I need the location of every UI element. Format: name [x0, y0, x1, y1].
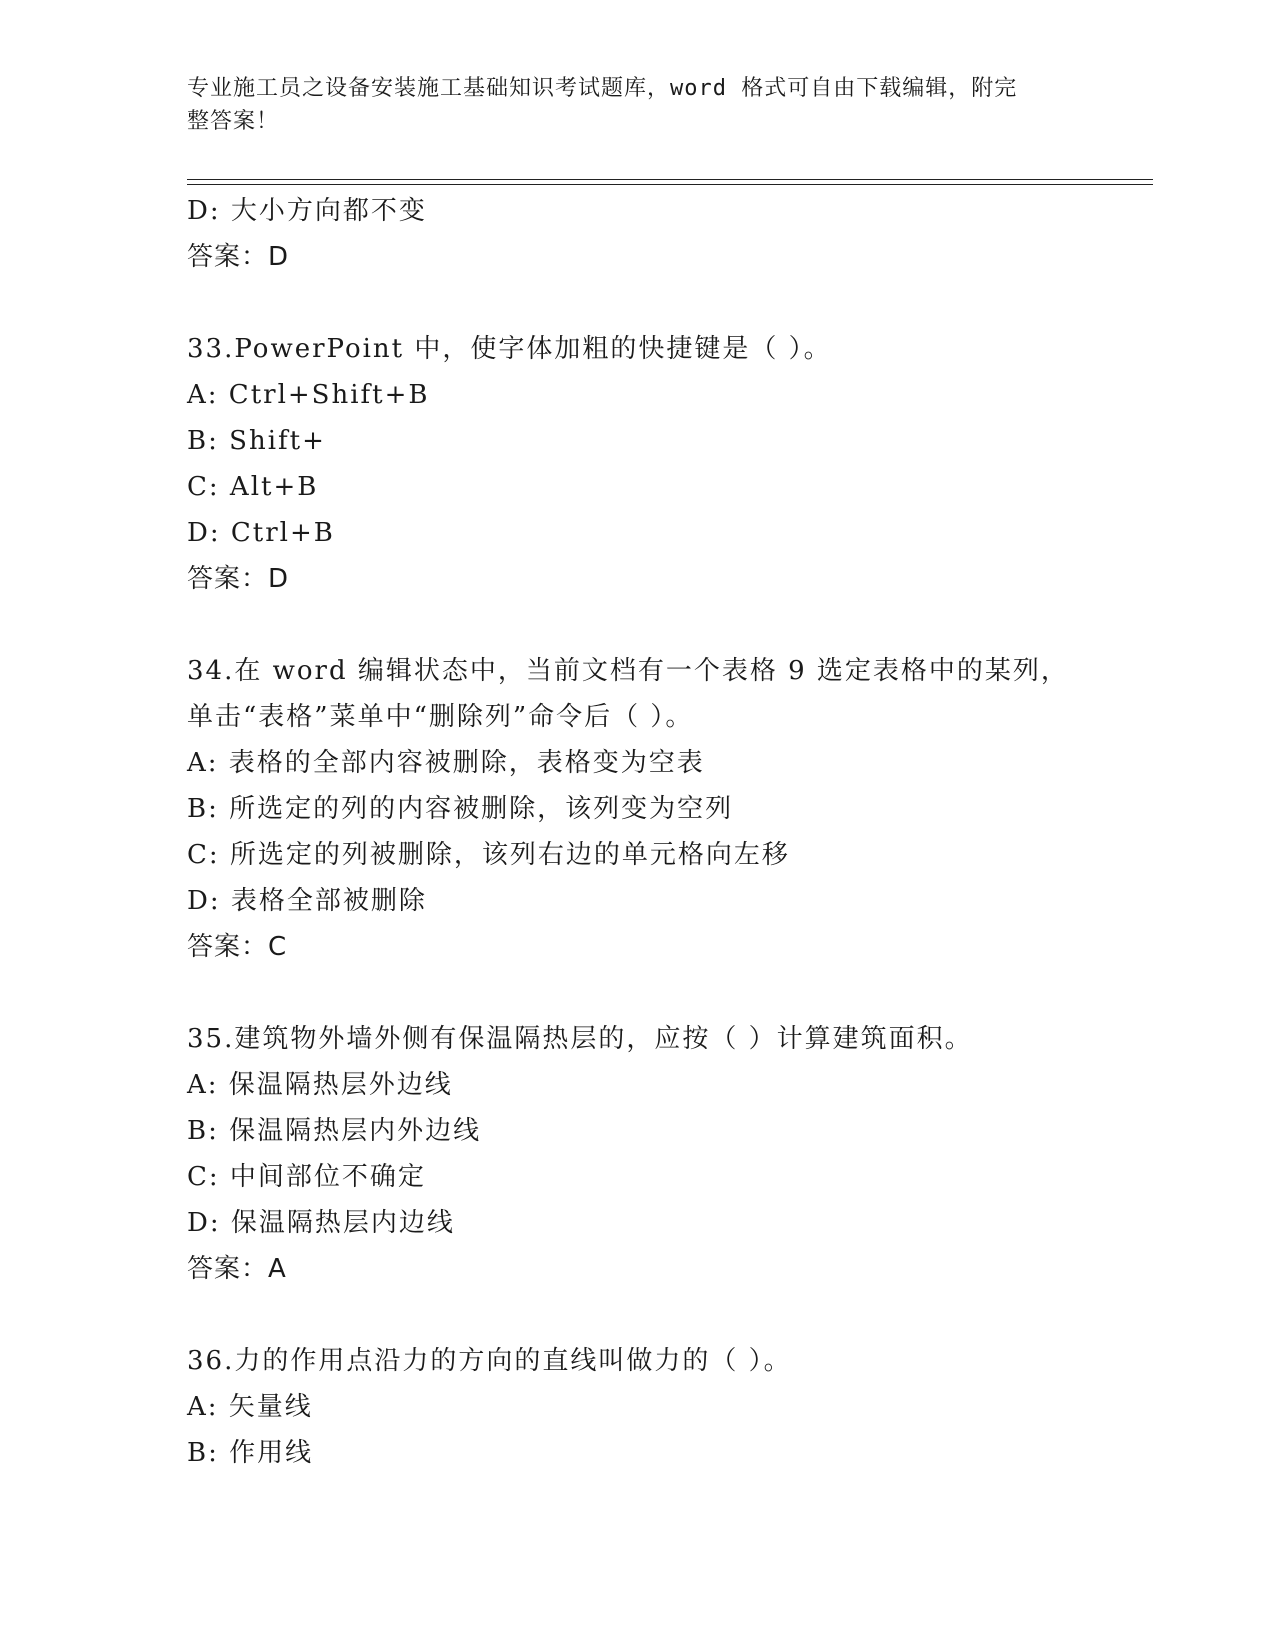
option-d: D: 大小方向都不变: [187, 196, 427, 226]
option-a: A: 保温隔热层外边线: [187, 1070, 453, 1100]
header-divider-bottom: [187, 184, 1153, 185]
spacer: [187, 280, 1153, 326]
answer-line: 答案：D: [187, 564, 290, 594]
question-block-35: [187, 1016, 1153, 1292]
spacer: [187, 970, 1153, 1016]
question-block-33: [187, 326, 1153, 602]
header-line-2: 整答案！: [187, 109, 280, 134]
question-block-prev: [187, 188, 1153, 280]
spacer: [187, 602, 1153, 648]
option-b: B: Shift+: [187, 426, 326, 456]
option-d: D: 表格全部被删除: [187, 886, 427, 916]
option-a: A: 矢量线: [187, 1392, 313, 1422]
question-block-34: [187, 648, 1153, 970]
answer-line: 答案：C: [187, 932, 288, 962]
question-text-line-1: 34.在 word 编辑状态中，当前文档有一个表格 9 选定表格中的某列，: [187, 656, 1069, 686]
option-d: D: Ctrl+B: [187, 518, 335, 548]
question-text: 35.建筑物外墙外侧有保温隔热层的，应按（ ）计算建筑面积。: [187, 1024, 973, 1054]
option-c: C: 中间部位不确定: [187, 1162, 426, 1192]
option-c: C: 所选定的列被删除，该列右边的单元格向左移: [187, 840, 790, 870]
option-c: C: Alt+B: [187, 472, 319, 502]
option-d: D: 保温隔热层内边线: [187, 1208, 455, 1238]
option-b: B: 所选定的列的内容被删除，该列变为空列: [187, 794, 734, 824]
question-text: 36.力的作用点沿力的方向的直线叫做力的（ ）。: [187, 1346, 792, 1376]
option-b: B: 作用线: [187, 1438, 314, 1468]
question-text-line-2: 单击“表格”菜单中“删除列”命令后（ ）。: [187, 702, 694, 732]
header-line-1: 专业施工员之设备安装施工基础知识考试题库，word 格式可自由下载编辑，附完: [187, 76, 1018, 101]
document-body: [187, 188, 1153, 1476]
answer-line: 答案：A: [187, 1254, 287, 1284]
option-a: A: Ctrl+Shift+B: [187, 380, 430, 410]
answer-line: 答案：D: [187, 242, 290, 272]
document-header: [187, 72, 1067, 138]
option-b: B: 保温隔热层内外边线: [187, 1116, 482, 1146]
spacer: [187, 1292, 1153, 1338]
question-text: 33.PowerPoint 中，使字体加粗的快捷键是（ ）。: [187, 334, 832, 364]
option-a: A: 表格的全部内容被删除，表格变为空表: [187, 748, 705, 778]
header-divider-top: [187, 179, 1153, 180]
question-block-36: [187, 1338, 1153, 1476]
